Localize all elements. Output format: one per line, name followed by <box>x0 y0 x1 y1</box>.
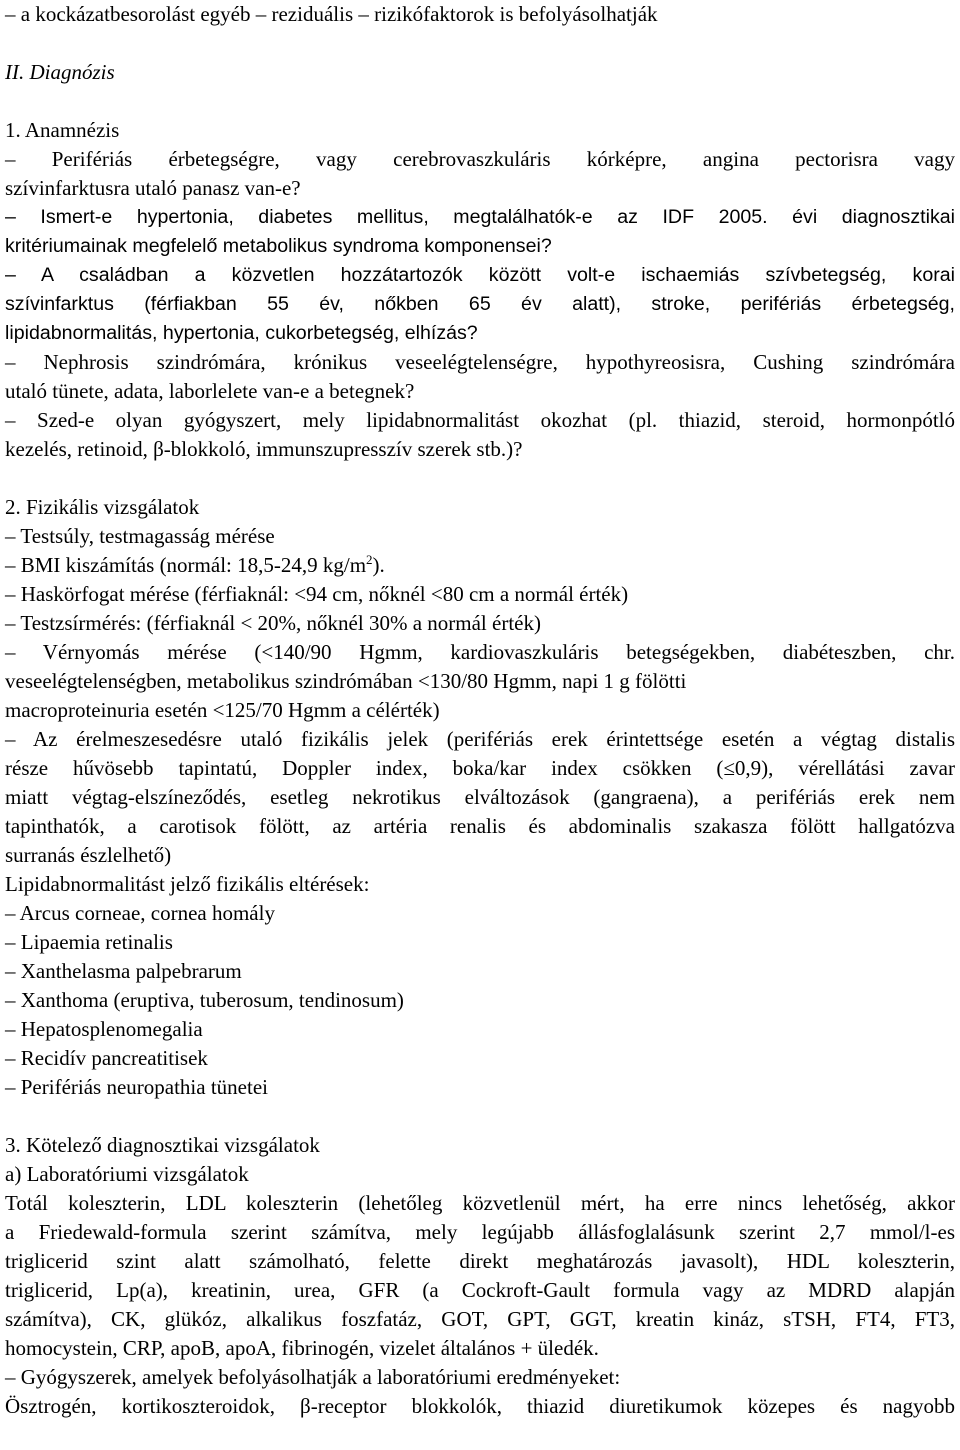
anamnesis-item-cont: lipidabnormalitás, hypertonia, cukorbetegség, elhízás? <box>5 322 478 344</box>
lipid-sign-item: – Xanthoma (eruptiva, tuberosum, tendinosum) <box>5 988 404 1012</box>
exam-item-bmi <box>5 551 955 580</box>
exam-item: – Testsúly, testmagasság mérése <box>5 524 275 548</box>
subheading-physical-exam: 2. Fizikális vizsgálatok <box>5 495 200 519</box>
anamnesis-item-cont: utaló tünete, adata, laborlelete van-e a betegnek? <box>5 379 415 403</box>
bmi-text: – BMI kiszámítás (normál: 18,5-24,9 kg/m <box>5 553 367 577</box>
anamnesis-item-cont: szívinfarktus (férfiakban 55 év, nőkben 65 év alatt), stroke, perifériás érbetegség, <box>5 293 955 315</box>
spacer <box>5 87 955 116</box>
lab-paragraph-line: triglicerid, Lp(a), kreatinin, urea, GFR (a Cockroft-Gault formula vagy az MDRD alapján <box>5 1278 955 1302</box>
lipid-sign-item: – Recidív pancreatitisek <box>5 1046 208 1070</box>
exam-item-cont: surranás észlelhető) <box>5 843 172 867</box>
lab-paragraph-line: a Friedewald-formula szerint számítva, mely legújabb állásfoglalásunk szerint 2,7 mmol/l-es <box>5 1220 955 1244</box>
lipid-sign-item: – Arcus corneae, cornea homály <box>5 901 275 925</box>
lab-paragraph-line: homocystein, CRP, apoB, apoA, fibrinogén, vizelet általános + üledék. <box>5 1336 599 1360</box>
exam-item-cont: veseelégtelenségben, metabolikus szindrómában <130/80 Hgmm, napi 1 g fölötti <box>5 669 687 693</box>
exam-item-cont: tapinthatók, a carotisok fölött, az artéria renalis és abdominalis szakasza fölött hallgatózva <box>5 814 955 838</box>
residual-risk-line: – a kockázatbesorolást egyéb – reziduális – rizikófaktorok is befolyásolhatják <box>5 2 658 26</box>
anamnesis-item: – Ismert-e hypertonia, diabetes mellitus, megtalálhatók-e az IDF 2005. évi diagnosztikai <box>5 206 955 228</box>
anamnesis-item: – Szed-e olyan gyógyszert, mely lipidabnormalitást okozhat (pl. thiazid, steroid, hormonpótló <box>5 408 955 432</box>
exam-item: – Haskörfogat mérése (férfiaknál: <94 cm, nőknél <80 cm a normál érték) <box>5 582 629 606</box>
anamnesis-item-cont: szívinfarktusra utaló panasz van-e? <box>5 176 301 200</box>
subheading-mandatory-tests: 3. Kötelező diagnosztikai vizsgálatok <box>5 1133 320 1157</box>
bmi-superscript: 2 <box>366 552 373 567</box>
lab-paragraph-line: Totál koleszterin, LDL koleszterin (lehetőleg közvetlenül mért, ha erre nincs lehetőség, akkor <box>5 1191 955 1215</box>
anamnesis-item-cont: kritériumainak megfelelő metabolikus syndroma komponensei? <box>5 235 552 257</box>
section-heading-diagnosis: II. Diagnózis <box>5 60 115 84</box>
subheading-lab-tests: a) Laboratóriumi vizsgálatok <box>5 1162 249 1186</box>
lipid-sign-item: – Hepatosplenomegalia <box>5 1017 203 1041</box>
drugs-paragraph-line: Ösztrogén, kortikoszteroidok, β-receptor blokkolók, thiazid diuretikumok közepes és nagyobb <box>5 1394 955 1418</box>
document-page <box>5 0 955 1421</box>
spacer <box>5 29 955 58</box>
spacer <box>5 464 955 493</box>
lipid-sign-item: – Perifériás neuropathia tünetei <box>5 1075 268 1099</box>
exam-item: – Az érelmeszesedésre utaló fizikális jelek (perifériás erek érintettsége esetén a végtag distalis <box>5 727 955 751</box>
drugs-affecting-lab-heading: – Gyógyszerek, amelyek befolyásolhatják a laboratóriumi eredményeket: <box>5 1365 621 1389</box>
lipid-sign-item: – Lipaemia retinalis <box>5 930 173 954</box>
exam-item-cont: miatt végtag-elszíneződés, esetleg nekrotikus elváltozások (gangraena), a perifériás erek nem <box>5 785 955 809</box>
exam-item-cont: része hűvösebb tapintatú, Doppler index, boka/kar index csökken (≤0,9), vérellátási zavar <box>5 756 955 780</box>
bmi-text-end: ). <box>372 553 385 577</box>
lipid-signs-heading: Lipidabnormalitást jelző fizikális eltérések: <box>5 872 370 896</box>
lab-paragraph-line: triglicerid szint alatt számolható, felette direkt meghatározás javasolt), HDL koleszterin, <box>5 1249 955 1273</box>
lab-paragraph-line: számítva), CK, glükóz, alkalikus foszfatáz, GOT, GPT, GGT, kreatin kináz, sTSH, FT4, FT3, <box>5 1307 955 1331</box>
anamnesis-item: – Perifériás érbetegségre, vagy cerebrovaszkuláris kórképre, angina pectorisra vagy <box>5 147 955 171</box>
anamnesis-item-cont: kezelés, retinoid, β-blokkoló, immunszupresszív szerek stb.)? <box>5 437 523 461</box>
exam-item-cont: macroproteinuria esetén <125/70 Hgmm a célérték) <box>5 698 440 722</box>
subheading-anamnesis: 1. Anamnézis <box>5 118 120 142</box>
exam-item: – Testzsírmérés: (férfiaknál < 20%, nőknél 30% a normál érték) <box>5 611 541 635</box>
lipid-sign-item: – Xanthelasma palpebrarum <box>5 959 242 983</box>
exam-item: – Vérnyomás mérése (<140/90 Hgmm, kardiovaszkuláris betegségekben, diabéteszben, chr. <box>5 640 955 664</box>
spacer <box>5 1102 955 1131</box>
anamnesis-item: – A családban a közvetlen hozzátartozók között volt-e ischaemiás szívbetegség, korai <box>5 264 955 286</box>
anamnesis-item: – Nephrosis szindrómára, krónikus veseelégtelenségre, hypothyreosisra, Cushing szindrómára <box>5 350 955 374</box>
